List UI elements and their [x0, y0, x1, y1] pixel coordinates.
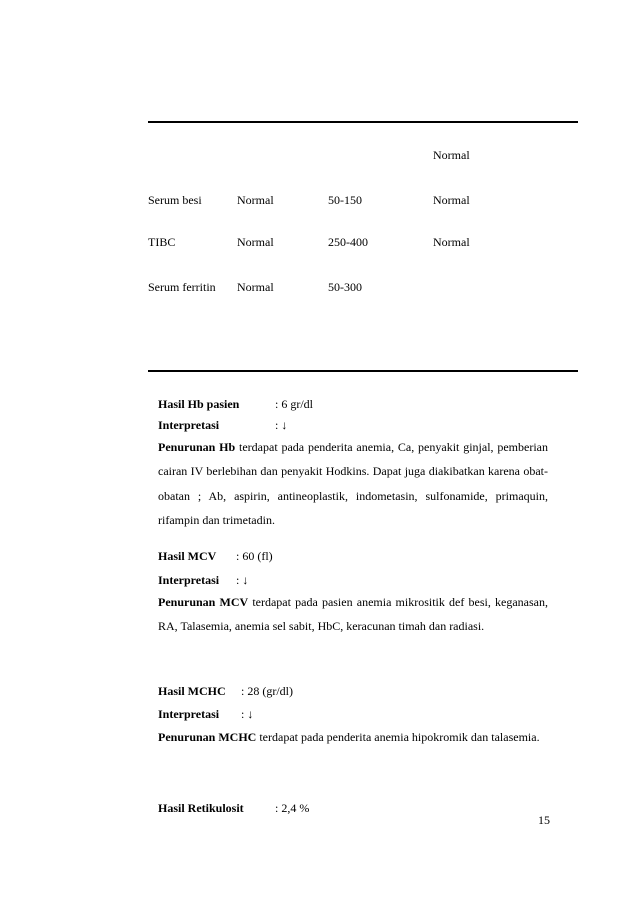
- paragraph-text: terdapat pada pasien anemia mikrositik def besi, keganasan, RA, Talasemia, anemia sel sabit, HbC, keracunan timah dan radiasi.: [158, 595, 548, 634]
- table-cell: Normal: [237, 193, 274, 207]
- table-cell: 250-400: [328, 235, 368, 249]
- result-value: : 2,4 %: [275, 801, 310, 815]
- result-paragraph: [158, 435, 548, 532]
- table-cell: Normal: [433, 193, 470, 207]
- page-number: 15: [538, 813, 550, 827]
- table-cell: Normal: [237, 235, 274, 249]
- table-bottom-rule: [148, 370, 578, 372]
- result-label: Hasil Retikulosit: [158, 801, 244, 815]
- interpretation-label: Interpretasi: [158, 418, 220, 432]
- result-value: : 28 (gr/dl): [241, 684, 293, 698]
- table-cell: 50-300: [328, 280, 362, 294]
- table-cell: Serum besi: [148, 193, 202, 207]
- table-cell: Serum ferritin: [148, 280, 216, 294]
- paragraph-lead: Penurunan MCHC: [158, 730, 257, 744]
- result-label: Hasil Hb pasien: [158, 397, 240, 411]
- table-cell: Normal: [433, 235, 470, 249]
- table-cell: Normal: [433, 148, 470, 162]
- result-paragraph: [158, 590, 548, 639]
- paragraph-lead: Penurunan Hb: [158, 440, 236, 454]
- interpretation-value: : ↓: [236, 573, 249, 587]
- interpretation-label: Interpretasi: [158, 707, 220, 721]
- table-cell: 50-150: [328, 193, 362, 207]
- interpretation-value: : ↓: [275, 418, 288, 432]
- result-value: : 6 gr/dl: [275, 397, 313, 411]
- table-row: [148, 148, 578, 164]
- paragraph-lead: Penurunan MCV: [158, 595, 249, 609]
- table-cell: TIBC: [148, 235, 176, 249]
- table-top-rule: [148, 121, 578, 123]
- paragraph-text: terdapat pada penderita anemia, Ca, penyakit ginjal, pemberian cairan IV berlebihan dan penyakit Hodkins. Dapat juga diakibatkan karena obat-obatan ; Ab, aspirin, antineoplastik, indometasin, sulfonamide, primaquin, rifampin dan trimetadin.: [158, 440, 548, 527]
- result-label: Hasil MCHC: [158, 684, 226, 698]
- result-label: Hasil MCV: [158, 549, 217, 563]
- result-paragraph: [158, 725, 548, 749]
- interpretation-value: : ↓: [241, 707, 254, 721]
- table-row: [148, 235, 578, 251]
- paragraph-text: terdapat pada penderita anemia hipokromik dan talasemia.: [256, 730, 540, 744]
- result-value: : 60 (fl): [236, 549, 273, 563]
- table-row: [148, 280, 578, 296]
- table-row: [148, 193, 578, 209]
- table-cell: Normal: [237, 280, 274, 294]
- interpretation-label: Interpretasi: [158, 573, 220, 587]
